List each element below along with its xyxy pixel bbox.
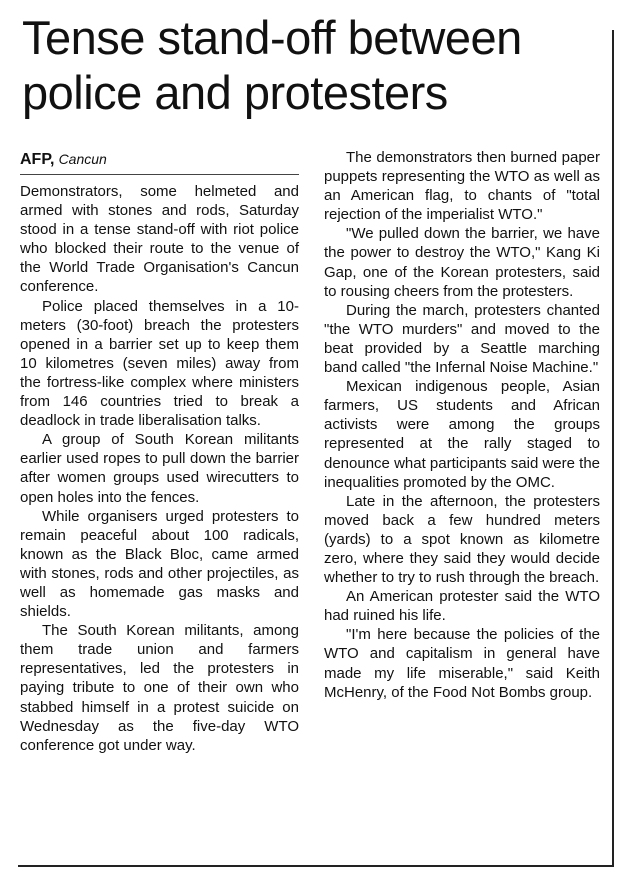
paragraph: While organisers urged protesters to remain peaceful about 100 radicals, known as the Black Bloc, came armed with stones, rods and other projectiles, as well as homemade gas masks and shields. <box>20 507 299 621</box>
paragraph: Mexican indigenous people, Asian farmers, US students and African activists were among the groups represented at the rally staged to denounce what participants said were the inequalities promoted by the OMC. <box>324 378 601 491</box>
byline-rule <box>20 174 299 175</box>
paragraph: The South Korean militants, among them trade union and farmers representatives, led the protesters in paying tribute to one of their own who stabbed himself in a protest suicide on Wednesday as the five-day WTO conference got under way. <box>20 622 299 754</box>
article-column-left <box>20 148 299 755</box>
paragraph: "I'm here because the policies of the WTO and capitalism in general have made my life miserable," said Keith McHenry, of the Food Not Bombs group. <box>324 626 600 701</box>
paragraph: "We pulled down the barrier, we have the power to destroy the WTO," Kang Ki Gap, one of the Korean protesters, said to rousing cheers from the protesters. <box>324 225 600 300</box>
bottom-border <box>18 865 614 867</box>
paragraph: The demonstrators then burned paper puppets representing the WTO as well as an American flag, to chants of "total rejection of the imperialist WTO." <box>324 149 600 224</box>
right-border <box>612 30 614 866</box>
paragraph: A group of South Korean militants earlier used ropes to pull down the barrier after women groups used wirecutters to open holes into the fences. <box>20 431 299 506</box>
byline <box>20 148 299 171</box>
paragraph: During the march, protesters chanted "the WTO murders" and moved to the beat provided by a Seattle marching band called "the Infernal Noise Machine." <box>324 301 600 377</box>
headline: Tense stand-off between police and protesters <box>22 11 522 119</box>
paragraph: Demonstrators, some helmeted and armed with stones and rods, Saturday stood in a tense stand-off with riot police who blocked their route to the venue of the World Trade Organisation's Cancun conference. <box>20 183 299 296</box>
paragraph: Late in the afternoon, the protesters moved back a few hundred meters (yards) to a spot known as kilometre zero, where they said they would decide whether to try to rush through the breach. <box>324 492 600 587</box>
paragraph: An American protester said the WTO had ruined his life. <box>324 588 600 625</box>
byline-agency: AFP, <box>20 151 55 168</box>
byline-place: Cancun <box>58 151 107 167</box>
article-column-right <box>324 148 600 702</box>
paragraph: Police placed themselves in a 10-meters (30-foot) breach the protesters opened in a barrier set up to keep them 10 kilometres (seven miles) away from the fortress-like complex where ministers from 146 countries tried to break a deadlock in trade liberalisation talks. <box>20 297 299 430</box>
